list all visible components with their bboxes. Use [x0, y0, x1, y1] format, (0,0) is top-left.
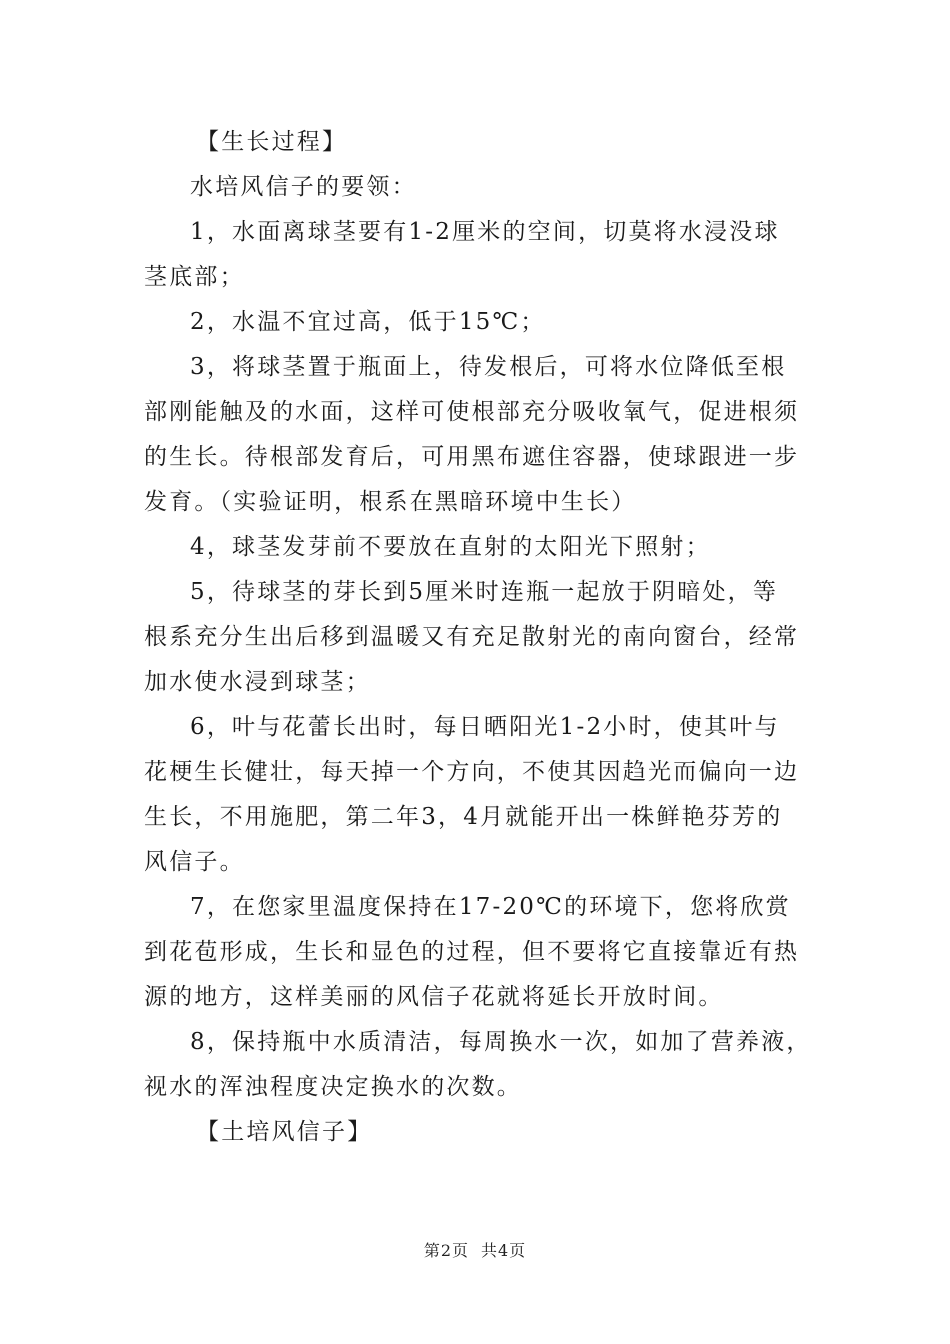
list-item-6 [144, 705, 808, 885]
list-item-line: 根系充分生出后移到温暖又有充足散射光的南向窗台，经常 [144, 624, 800, 650]
list-item-line: 2，水温不宜过高，低于15℃； [190, 309, 546, 335]
list-item-line: 的生长。待根部发育后，可用黑布遮住容器，使球跟进一步 [144, 444, 800, 470]
list-item-line: 发育。（实验证明，根系在黑暗环境中生长） [144, 489, 637, 515]
list-item-5 [144, 570, 808, 705]
list-item-line: 5，待球茎的芽长到5厘米时连瓶一起放于阴暗处，等 [190, 579, 779, 605]
list-item-line: 1，水面离球茎要有1-2厘米的空间，切莫将水浸没球 [190, 219, 780, 245]
list-item-1 [144, 210, 808, 300]
list-item-line: 源的地方，这样美丽的风信子花就将延长开放时间。 [144, 984, 724, 1010]
list-item-2 [144, 300, 808, 345]
list-item-line: 3，将球茎置于瓶面上，待发根后，可将水位降低至根 [190, 354, 787, 380]
list-item-7 [144, 885, 808, 1020]
list-item-line: 4，球茎发芽前不要放在直射的太阳光下照射； [190, 534, 711, 560]
list-item-line: 到花苞形成，生长和显色的过程，但不要将它直接靠近有热 [144, 939, 800, 965]
list-item-line: 茎底部； [144, 264, 245, 290]
list-item-line: 6，叶与花蕾长出时，每日晒阳光1-2小时，使其叶与 [190, 714, 780, 740]
list-item-line: 8，保持瓶中水质清洁，每周换水一次，如加了营养液， [190, 1029, 812, 1055]
page-total: 共4页 [481, 1241, 527, 1260]
list-item-line: 风信子。 [144, 849, 245, 875]
page-footer [0, 1238, 950, 1261]
list-item-line: 加水使水浸到球茎； [144, 669, 371, 695]
document-body [144, 120, 812, 1155]
list-item-8 [144, 1020, 812, 1110]
intro-line: 水培风信子的要领： [190, 174, 417, 200]
list-item-line: 生长，不用施肥，第二年3，4月就能开出一株鲜艳芬芳的 [144, 804, 783, 830]
section-heading-soil-culture: 【土培风信子】 [196, 1119, 373, 1145]
list-item-line: 部刚能触及的水面，这样可使根部充分吸收氧气，促进根须 [144, 399, 800, 425]
list-item-line: 视水的浑浊程度决定换水的次数。 [144, 1074, 522, 1100]
page-number: 第2页 [423, 1241, 469, 1260]
list-item-4 [144, 525, 808, 570]
list-item-line: 花梗生长健壮，每天掉一个方向，不使其因趋光而偏向一边 [144, 759, 800, 785]
list-item-3 [144, 345, 808, 525]
list-item-line: 7，在您家里温度保持在17-20℃的环境下，您将欣赏 [190, 894, 791, 920]
section-heading-growth-process: 【生长过程】 [196, 129, 348, 155]
